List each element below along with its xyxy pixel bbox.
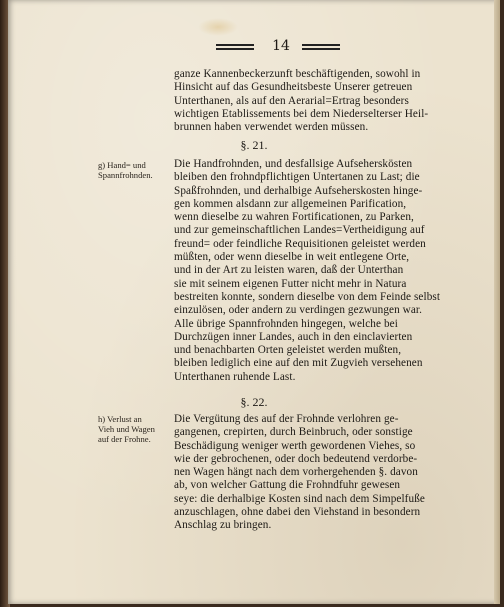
text-line: ab, von welcher Gattung die Frohndfuhr gewesen <box>174 479 401 492</box>
text-line: wie der gebrochenen, oder doch bedeutend verdorbe- <box>174 452 418 465</box>
text-line: wichtigen Etablissements bei dem Niederselterser Heil- <box>174 107 429 120</box>
text-line: ganze Kannenbeckerzunft beschäftigenden, sowohl in <box>174 68 421 80</box>
text-line: Alle übrige Spannfrohnden hingegen, welche bei <box>174 317 398 330</box>
text-line: brunnen haben verwendet werden müssen. <box>174 121 369 134</box>
header-rule-right <box>302 44 340 50</box>
text-line: Hinsicht auf das Gesundheitsbeste Unserer getreuen <box>174 81 413 94</box>
section-22-margin-note <box>98 414 172 444</box>
text-line: einzulösen, oder andern zu verdingen gezwungen war. <box>174 304 423 317</box>
text-line: bestreiten konnte, sondern dieselbe von dem Feinde selbst <box>174 290 441 303</box>
text-line: Die Handfrohnden, und desfallsige Aufseherskösten <box>174 158 413 170</box>
page-number: 14 <box>272 38 290 54</box>
text-line: und in der Art zu leisten waren, daß der Unterthan <box>174 264 404 277</box>
text-line: gen kommen alsdann zur allgemeinen Parification, <box>174 197 407 210</box>
text-line: wenn dieselbe zu wahren Fortificationen, zu Parken, <box>174 211 414 224</box>
text-line: Beschädigung weniger werth gewordenen Viehes, so <box>174 439 416 452</box>
text-line: müßten, oder wenn dieselbe in weit entlegene Orte, <box>174 251 410 264</box>
margin-note-line: Vieh und Wagen <box>98 424 155 434</box>
text-line: Durchzügen inner Landes, auch in den einclavierten <box>174 330 413 343</box>
header-rule-left <box>216 44 254 50</box>
section-21-margin-note <box>98 160 172 180</box>
page-header <box>8 38 500 58</box>
margin-note-line: auf der Frohne. <box>98 434 151 444</box>
text-line: und benachbarten Orten geleistet werden mußten, <box>174 344 402 357</box>
text-line: sie mit seinem eigenen Futter nicht mehr in Natura <box>174 277 407 290</box>
text-line: Die Vergütung des auf der Frohnde verlohren ge- <box>174 413 399 425</box>
text-line: anzuschlagen, ohne dabei den Viehstand in besondern <box>174 506 421 519</box>
text-line: seye: die derhalbige Kosten sind nach dem Simpelfuße <box>174 492 425 505</box>
text-line: nen Wagen hängt nach dem vorhergehenden §. davon <box>174 466 418 479</box>
margin-note-line: g) Hand= und <box>98 160 146 170</box>
text-line: bleiben lediglich eine auf den mit Zugvieh versehenen <box>174 357 423 370</box>
section-21-paragraph <box>174 158 476 384</box>
text-line: freund= oder feindliche Requisitionen geleistet werden <box>174 237 426 250</box>
text-line: Spaßfrohnden, und derhalbige Aufseherskosten hinge- <box>174 184 423 197</box>
text-line: und zur gemeinschaftlichen Landes=Vertheidigung auf <box>174 224 425 237</box>
text-line: gangenen, crepirten, durch Beinbruch, oder sonstige <box>174 426 413 439</box>
text-line: Anschlag zu bringen. <box>174 519 272 532</box>
margin-note-line: h) Verlust an <box>98 414 142 424</box>
intro-paragraph <box>174 68 476 134</box>
margin-note-line: Spannfrohnden. <box>98 170 153 180</box>
text-line: Unterthanen, als auf den Aerarial=Ertrag besonders <box>174 94 409 107</box>
page-edge <box>494 0 500 604</box>
text-line: Unterthanen ruhende Last. <box>174 370 296 383</box>
text-line: bleiben den frohndpflichtigen Untertanen zu Last; die <box>174 171 420 184</box>
section-22-paragraph <box>174 413 476 533</box>
section-22-heading: §. 22. <box>240 395 268 409</box>
book-page <box>8 0 500 604</box>
section-21-heading: §. 21. <box>240 138 268 152</box>
stain-mark <box>198 18 238 36</box>
